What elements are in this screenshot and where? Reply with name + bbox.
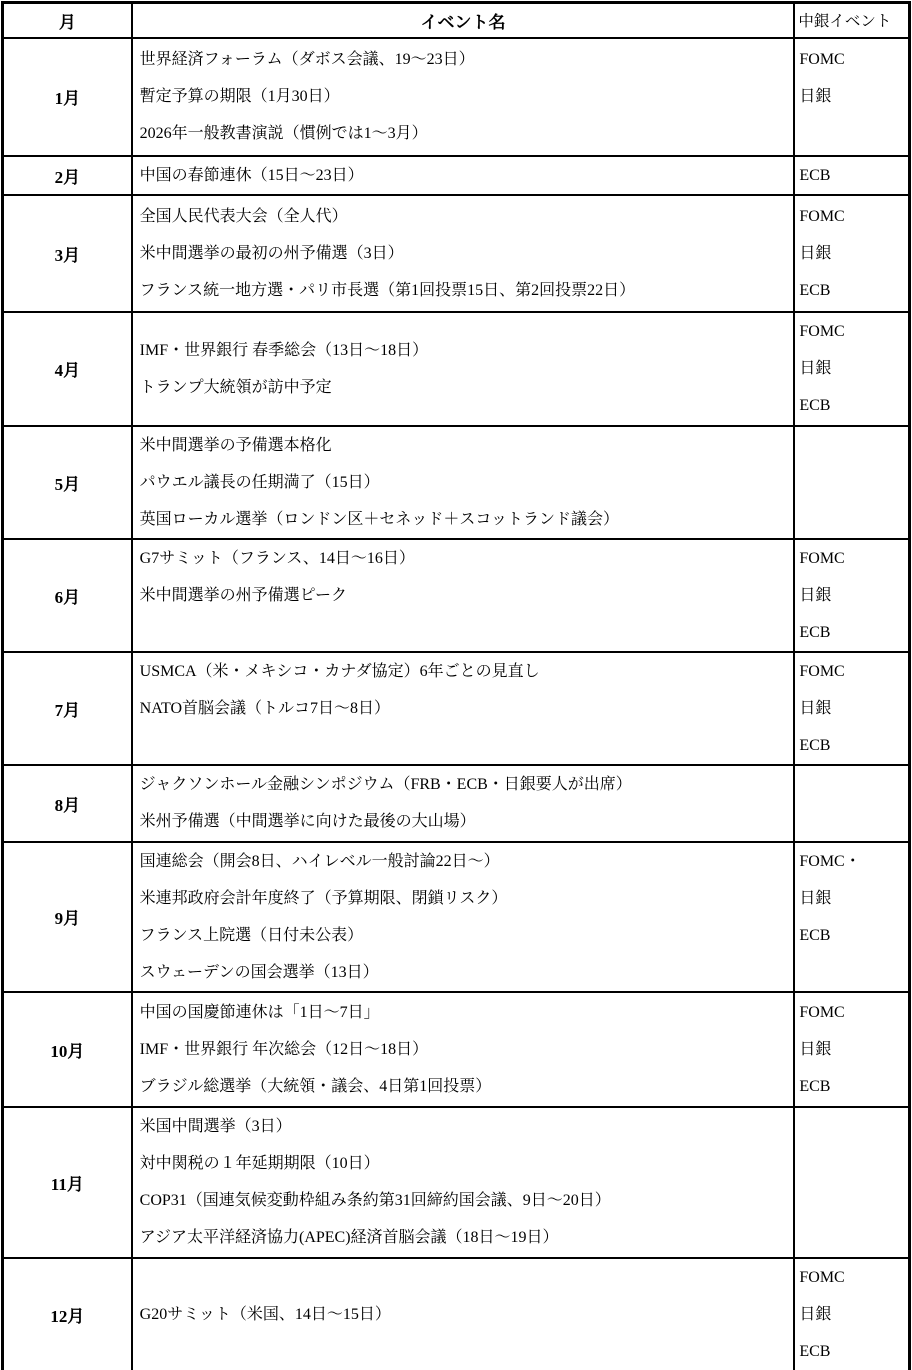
month-label: 1月: [3, 38, 132, 156]
month-label: 6月: [3, 539, 132, 652]
event-item: 世界経済フォーラム（ダボス会議、19～23日）: [139, 51, 475, 68]
month-label: 9月: [3, 842, 132, 992]
event-item: 米中間選挙の予備選本格化: [139, 436, 332, 454]
central-bank-item: 日銀: [799, 244, 832, 262]
table-row-april: [3, 312, 910, 426]
month-label: 11月: [3, 1107, 132, 1258]
event-item: トランプ大統領が訪中予定: [139, 378, 332, 396]
central-bank-item: 日銀: [799, 1305, 832, 1323]
column-header-month: 月: [3, 3, 132, 38]
event-item: フランス統一地方選・パリ市長選（第1回投票15日、第2回投票22日）: [139, 281, 636, 299]
central-bank-cell: [794, 992, 909, 1107]
central-bank-item: 日銀: [799, 88, 832, 105]
central-bank-item: FOMC: [799, 1003, 845, 1021]
central-bank-cell: [794, 539, 909, 652]
events-cell: [132, 156, 795, 195]
column-header-central-bank: 中銀イベント: [794, 3, 909, 38]
events-cell: [132, 842, 795, 992]
events-cell: [132, 992, 795, 1107]
central-bank-cell: [794, 156, 909, 195]
central-bank-cell: [794, 765, 909, 842]
event-item: IMF・世界銀行 年次総会（12日～18日）: [139, 1040, 429, 1058]
table-row-october: [3, 992, 910, 1107]
header-row: [3, 3, 910, 38]
event-item: 米国中間選挙（3日）: [139, 1118, 292, 1135]
central-bank-cell: [794, 195, 909, 312]
event-item: NATO首脳会議（トルコ7日～8日）: [139, 699, 391, 717]
event-item: G7サミット（フランス、14日～16日）: [139, 549, 415, 567]
event-item: COP31（国連気候変動枠組み条約第31回締約国会議、9日～20日）: [139, 1192, 611, 1209]
table-row-january: [3, 38, 910, 156]
event-item: 暫定予算の期限（1月30日）: [139, 88, 340, 105]
central-bank-item: FOMC: [799, 51, 845, 68]
event-item: アジア太平洋経済協力(APEC)経済首脳会議（18日～19日）: [139, 1229, 559, 1246]
central-bank-item: 日銀: [799, 586, 832, 604]
central-bank-item: 日銀: [799, 1040, 832, 1058]
central-bank-item: ECB: [799, 623, 831, 641]
table-row-december: [3, 1258, 910, 1370]
event-item: 英国ローカル選挙（ロンドン区＋セネッド＋スコットランド議会）: [139, 510, 620, 528]
month-label: 12月: [3, 1258, 132, 1370]
events-cell: [132, 652, 795, 765]
event-item: スウェーデンの国会選挙（13日）: [139, 963, 379, 981]
central-bank-cell: [794, 312, 909, 426]
event-item: ブラジル総選挙（大統領・議会、4日第1回投票）: [139, 1077, 492, 1095]
central-bank-item: FOMC: [799, 1268, 845, 1286]
events-cell: [132, 38, 795, 156]
month-label: 3月: [3, 195, 132, 312]
events-cell: [132, 539, 795, 652]
central-bank-item: 日銀: [799, 699, 832, 717]
table-row-may: [3, 426, 910, 539]
table-row-june: [3, 539, 910, 652]
month-label: 5月: [3, 426, 132, 539]
event-item: ジャクソンホール金融シンポジウム（FRB・ECB・日銀要人が出席）: [139, 776, 632, 793]
central-bank-item: FOMC: [799, 549, 845, 567]
event-item: 国連総会（開会8日、ハイレベル一般討論22日～）: [139, 852, 500, 870]
event-item: USMCA（米・メキシコ・カナダ協定）6年ごとの見直し: [139, 662, 540, 680]
central-bank-cell: [794, 652, 909, 765]
events-cell: [132, 312, 795, 426]
event-item: フランス上院選（日付未公表）: [139, 926, 364, 944]
table-row-september: [3, 842, 910, 992]
central-bank-item: ECB: [799, 926, 831, 944]
event-item: IMF・世界銀行 春季総会（13日～18日）: [139, 341, 429, 359]
events-cell: [132, 1107, 795, 1258]
central-bank-item: ECB: [799, 1077, 831, 1095]
event-item: 2026年一般教書演説（慣例では1～3月）: [139, 125, 428, 142]
month-label: 4月: [3, 312, 132, 426]
events-cell: [132, 765, 795, 842]
central-bank-item: ECB: [799, 166, 831, 184]
event-item: パウエル議長の任期満了（15日）: [139, 473, 380, 491]
central-bank-item: FOMC: [799, 207, 845, 225]
event-item: 米連邦政府会計年度終了（予算期限、閉鎖リスク）: [139, 889, 508, 907]
central-bank-cell: [794, 1107, 909, 1258]
table-row-november: [3, 1107, 910, 1258]
central-bank-cell: [794, 426, 909, 539]
events-cell: [132, 426, 795, 539]
month-label: 2月: [3, 156, 132, 195]
event-item: 米州予備選（中間選挙に向けた最後の大山場）: [139, 813, 476, 830]
event-item: 対中関税の１年延期期限（10日）: [139, 1155, 380, 1172]
table-row-march: [3, 195, 910, 312]
central-bank-item: FOMC・: [799, 852, 861, 870]
central-bank-item: FOMC: [799, 323, 845, 340]
event-item: 米中間選挙の最初の州予備選（3日）: [139, 244, 404, 262]
events-cell: [132, 1258, 795, 1370]
central-bank-cell: [794, 1258, 909, 1370]
event-item: 中国の春節連休（15日～23日）: [139, 166, 364, 184]
month-label: 10月: [3, 992, 132, 1107]
event-item: 米中間選挙の州予備選ピーク: [139, 586, 348, 604]
event-item: G20サミット（米国、14日～15日）: [139, 1305, 391, 1323]
event-item: 全国人民代表大会（全人代）: [139, 207, 348, 225]
central-bank-cell: [794, 38, 909, 156]
table-row-august: [3, 765, 910, 842]
central-bank-cell: [794, 842, 909, 992]
central-bank-item: FOMC: [799, 662, 845, 680]
events-cell: [132, 195, 795, 312]
central-bank-item: ECB: [799, 736, 831, 754]
table-row-july: [3, 652, 910, 765]
events-calendar-table: [1, 1, 911, 1370]
event-item: 中国の国慶節連休は「1日～7日」: [139, 1003, 380, 1021]
month-label: 8月: [3, 765, 132, 842]
central-bank-item: ECB: [799, 1342, 831, 1360]
central-bank-item: 日銀: [799, 889, 832, 907]
table-row-february: [3, 156, 910, 195]
month-label: 7月: [3, 652, 132, 765]
column-header-event: イベント名: [132, 3, 795, 38]
central-bank-item: ECB: [799, 397, 831, 414]
central-bank-item: 日銀: [799, 360, 832, 377]
central-bank-item: ECB: [799, 281, 831, 299]
